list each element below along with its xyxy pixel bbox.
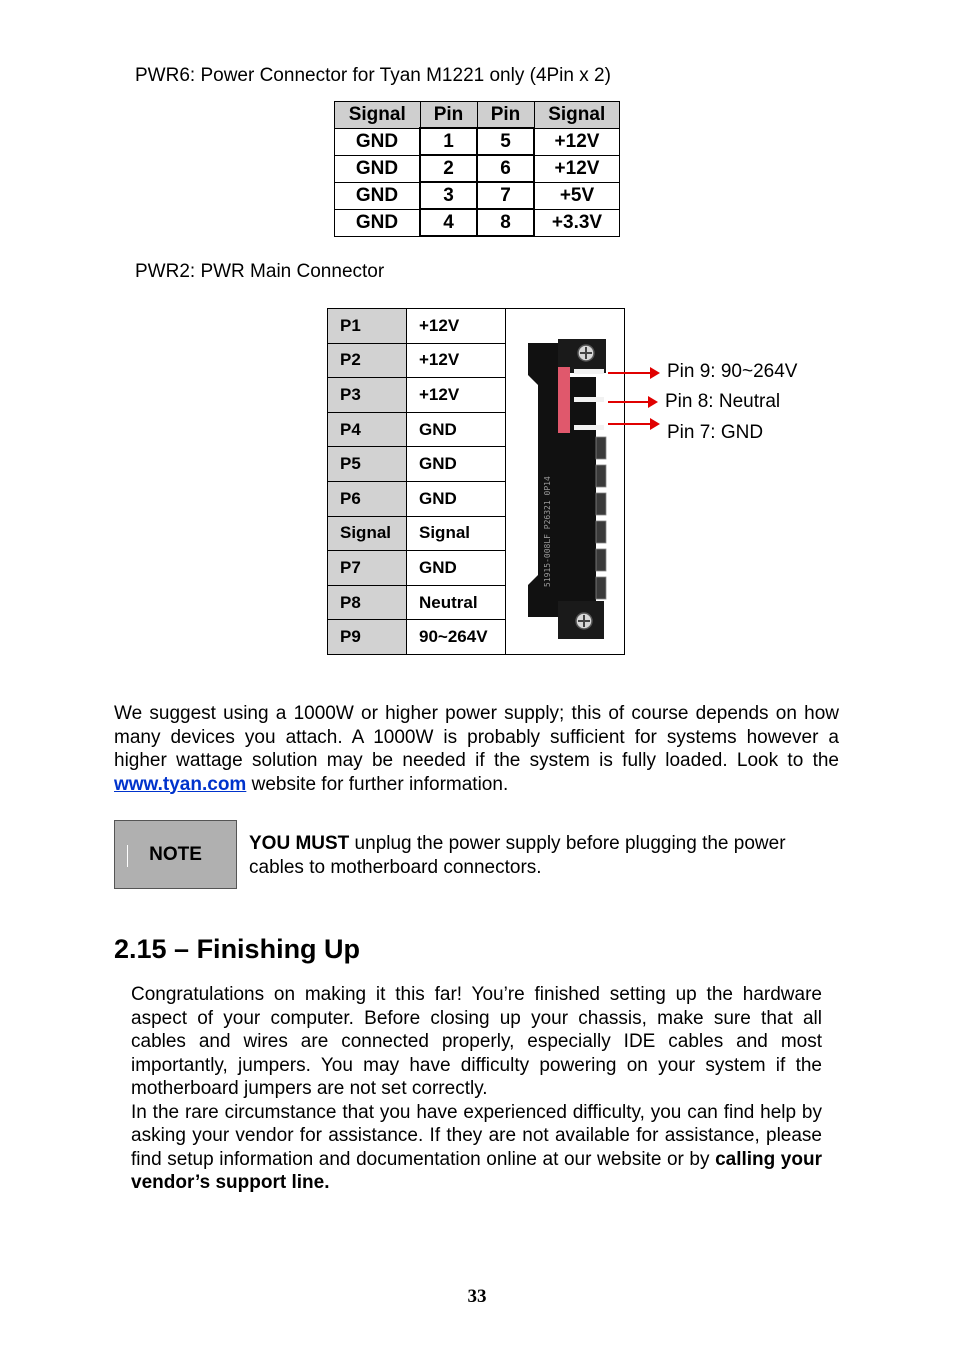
table-cell: +12V (407, 343, 506, 378)
header-cell: Pin (420, 102, 477, 129)
table-row (335, 182, 620, 209)
pin8-label: Pin 8: Neutral (665, 391, 781, 412)
table-row (328, 551, 506, 586)
note-text (249, 832, 839, 879)
table-cell: Neutral (407, 585, 506, 620)
table-cell: Signal (328, 516, 407, 551)
table-row (328, 412, 506, 447)
note-emphasis: YOU MUST (249, 833, 350, 854)
pin9-label: Pin 9: 90~264V (667, 361, 798, 382)
paragraph-text: In the rare circumstance that you have experienced difficulty, you can find help by asking your vendor for assistance. If they are not available for assistance, please find setup information and documentation online at our website or by (131, 1101, 822, 1170)
table-cell: P3 (328, 378, 407, 413)
note-badge (114, 820, 237, 889)
paragraph-text: We suggest using a 1000W or higher power supply; this of course depends on how many devices you attach. A 1000W is probably sufficient for systems however a higher wattage solution may be needed if the system is fully loaded. Look to the (114, 703, 839, 771)
table-cell: GND (407, 551, 506, 586)
table-row (328, 378, 506, 413)
table-cell: 8 (477, 209, 534, 236)
note-label: NOTE (149, 843, 202, 865)
tyan-website-link[interactable]: www.tyan.com (114, 773, 247, 795)
table-cell: 3 (420, 182, 477, 209)
table-cell: P4 (328, 412, 407, 447)
paragraph-1: Congratulations on making it this far! You’re finished setting up the hardware aspect of your computer. Before closing up your chassis, make sure that all cables and wires are connected properly, especially IDE cables and most importantly, jumpers. You may have difficulty powering on your system if the motherboard jumpers are not set correctly. (131, 984, 822, 1099)
pwr6-pin-table (334, 101, 620, 237)
table-cell: Signal (407, 516, 506, 551)
finishing-up-text (131, 983, 822, 1195)
paragraph-2 (131, 1101, 822, 1195)
table-cell: +12V (407, 378, 506, 413)
table-cell: GND (407, 412, 506, 447)
table-cell: P7 (328, 551, 407, 586)
table-cell: GND (407, 447, 506, 482)
section-heading: 2.15 – Finishing Up (114, 934, 361, 964)
header-cell: Pin (477, 102, 534, 129)
paragraph-text: website for further information. (246, 773, 509, 795)
table-row (328, 620, 506, 654)
table-row (335, 155, 620, 182)
pwr2-caption: PWR2: PWR Main Connector (135, 261, 385, 282)
pin-arrows (606, 360, 662, 436)
pwr6-caption: PWR6: Power Connector for Tyan M1221 only (4Pin x 2) (135, 65, 611, 86)
table-cell: P6 (328, 481, 407, 516)
table-row (328, 447, 506, 482)
connector-marking: 51915-008LF P26321 0P14 (543, 476, 552, 587)
table-row (328, 516, 506, 551)
power-supply-paragraph (114, 702, 839, 796)
table-cell: P8 (328, 585, 407, 620)
table-cell: 5 (477, 128, 534, 155)
pin7-label: Pin 7: GND (667, 422, 764, 443)
table-cell: 7 (477, 182, 534, 209)
pwr2-figure (327, 308, 625, 655)
table-row (328, 343, 506, 378)
table-cell: +12V (534, 128, 620, 155)
table-row (335, 209, 620, 236)
note-body: unplug the power supply before plugging the power cables to motherboard connectors. (249, 833, 786, 878)
header-cell: Signal (335, 102, 421, 129)
table-cell: GND (335, 155, 421, 182)
table-row (328, 481, 506, 516)
table-cell: +3.3V (534, 209, 620, 236)
table-cell: GND (335, 209, 421, 236)
table-cell: P2 (328, 343, 407, 378)
table-cell: P1 (328, 309, 407, 343)
table-cell: +5V (534, 182, 620, 209)
table-row (328, 585, 506, 620)
header-cell: Signal (534, 102, 620, 129)
support-line-emphasis: calling your vendor’s support line. (131, 1148, 822, 1193)
note-bar-mark (127, 845, 128, 867)
table-row (335, 128, 620, 155)
page-number: 33 (467, 1286, 487, 1307)
pwr2-pin-table (328, 309, 506, 654)
table-cell: 90~264V (407, 620, 506, 654)
table-cell: +12V (407, 309, 506, 343)
table-cell: GND (335, 128, 421, 155)
table-cell: +12V (534, 155, 620, 182)
table-cell: GND (335, 182, 421, 209)
table-row (328, 309, 506, 343)
table-cell: 6 (477, 155, 534, 182)
table-cell: 4 (420, 209, 477, 236)
table-cell: 2 (420, 155, 477, 182)
table-cell: P9 (328, 620, 407, 654)
table-cell: 1 (420, 128, 477, 155)
table-cell: P5 (328, 447, 407, 482)
table-header-row (335, 102, 620, 129)
table-cell: GND (407, 481, 506, 516)
